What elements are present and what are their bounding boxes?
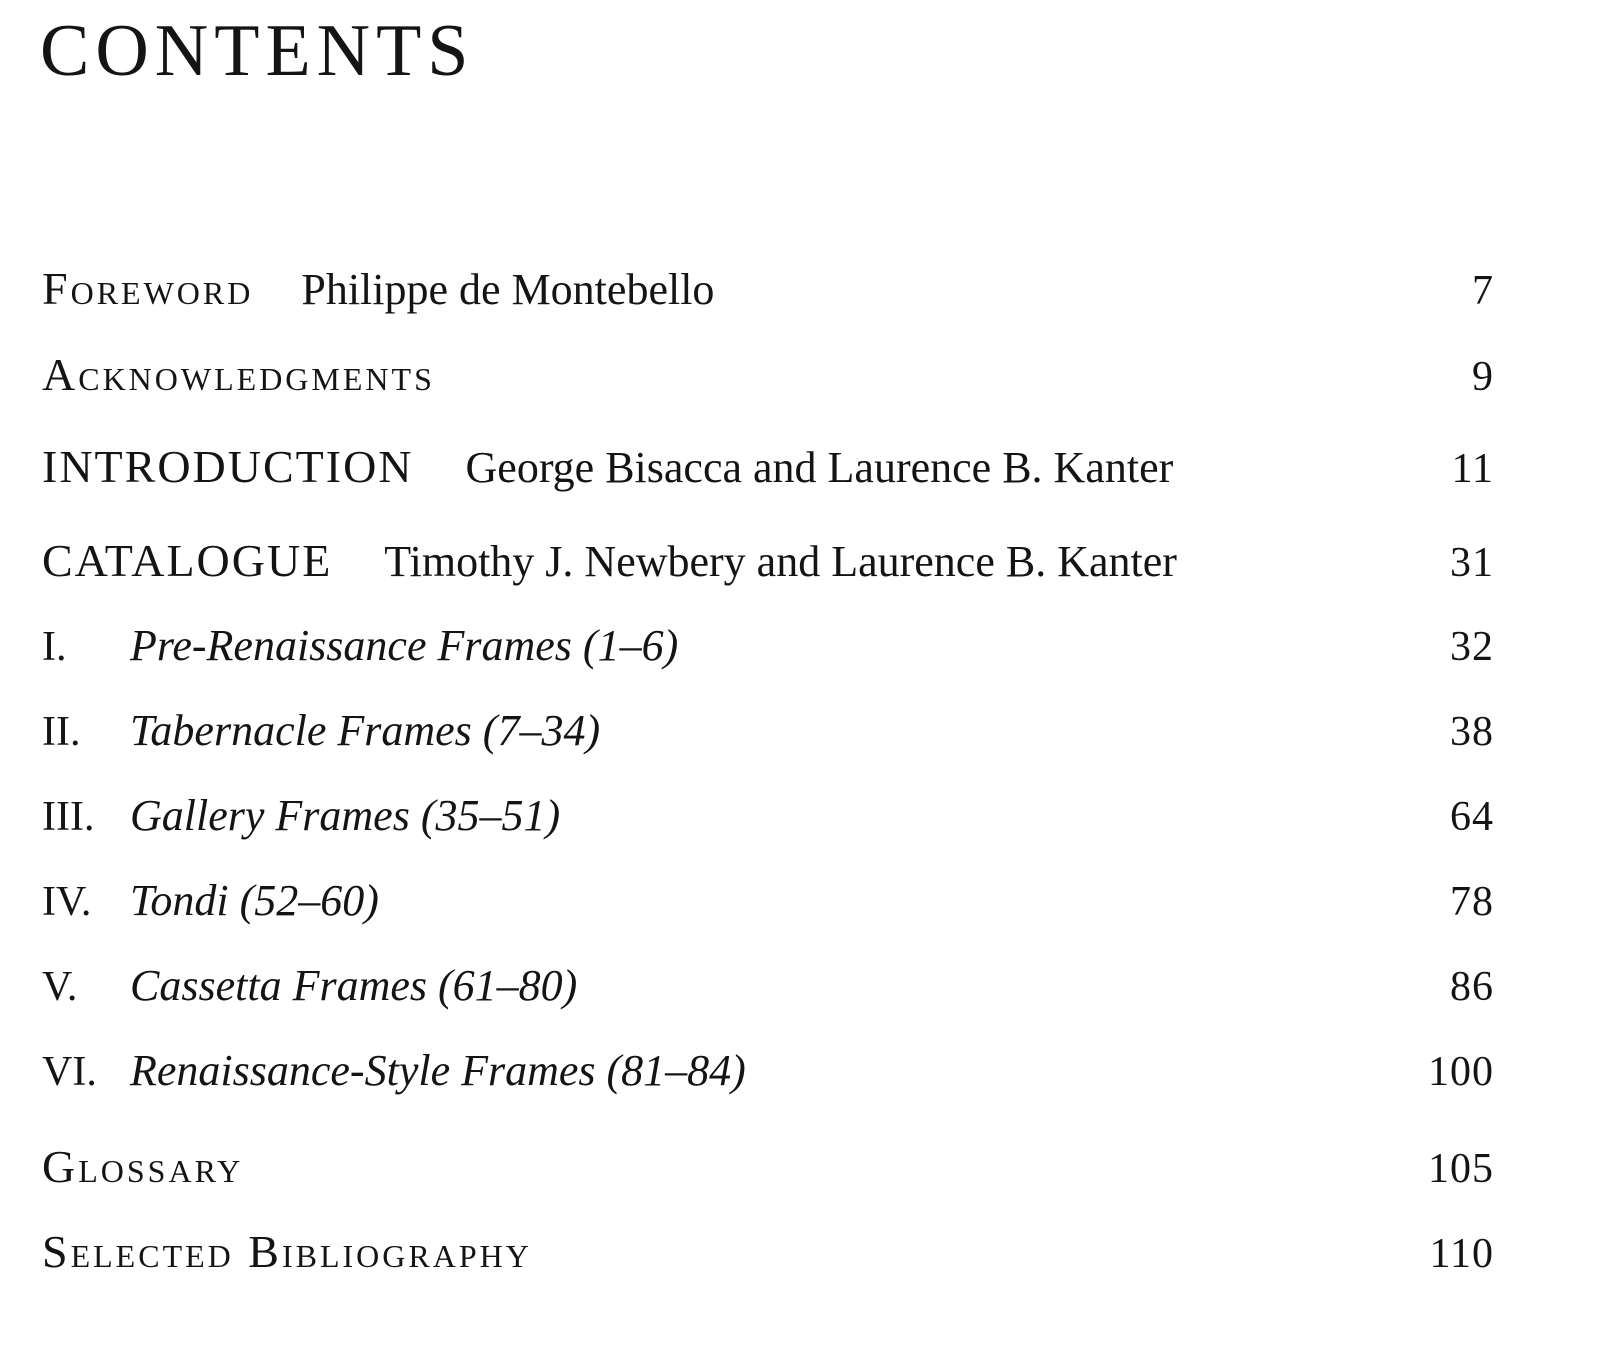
page-number: 110: [1429, 1231, 1494, 1277]
entry-label: Selected Bibliography: [42, 1226, 532, 1277]
entry-author: George Bisacca and Laurence B. Kanter: [465, 443, 1174, 492]
chapter-title: Gallery Frames (35–51): [130, 791, 561, 840]
page-number: 38: [1450, 709, 1494, 755]
chapter-numeral: III.: [42, 794, 95, 840]
toc-chapter[interactable]: [42, 875, 1494, 955]
chapter-numeral: V.: [42, 964, 78, 1010]
page-number: 31: [1450, 540, 1494, 586]
page-number: 9: [1472, 354, 1494, 400]
chapter-numeral: VI.: [42, 1049, 97, 1095]
page-number: 7: [1472, 268, 1494, 314]
chapter-title: Pre-Renaissance Frames (1–6): [130, 621, 679, 670]
toc-entry-introduction[interactable]: [42, 440, 1494, 520]
chapter-title: Renaissance-Style Frames (81–84): [130, 1046, 746, 1095]
toc-entry-glossary[interactable]: [42, 1140, 1494, 1220]
chapter-numeral: II.: [42, 709, 81, 755]
page-number: 64: [1450, 794, 1494, 840]
page-number: 105: [1428, 1146, 1494, 1192]
entry-author: Philippe de Montebello: [301, 265, 715, 314]
chapter-numeral: IV.: [42, 879, 92, 925]
page-title: CONTENTS: [40, 10, 475, 92]
toc-chapter[interactable]: [42, 790, 1494, 870]
toc-entry-catalogue[interactable]: [42, 534, 1494, 614]
chapter-title: Cassetta Frames (61–80): [130, 961, 578, 1010]
chapter-title: Tondi (52–60): [130, 876, 379, 925]
toc-chapter[interactable]: [42, 620, 1494, 700]
chapter-title: Tabernacle Frames (7–34): [130, 706, 601, 755]
page-number: 11: [1451, 446, 1494, 492]
entry-label: Foreword: [42, 263, 254, 314]
entry-label: Glossary: [42, 1141, 244, 1192]
toc-chapter[interactable]: [42, 960, 1494, 1040]
toc-chapter[interactable]: [42, 705, 1494, 785]
toc-chapter[interactable]: [42, 1045, 1494, 1125]
page-number: 86: [1450, 964, 1494, 1010]
toc-entry-acknowledgments[interactable]: [42, 348, 1494, 428]
page-number: 100: [1428, 1049, 1494, 1095]
entry-label: INTRODUCTION: [42, 441, 414, 492]
toc-entry-foreword[interactable]: [42, 262, 1494, 342]
toc-entry-bibliography[interactable]: [42, 1225, 1494, 1305]
entry-author: Timothy J. Newbery and Laurence B. Kanter: [384, 537, 1177, 586]
chapter-numeral: I.: [42, 624, 67, 670]
page-number: 78: [1450, 879, 1494, 925]
page-number: 32: [1450, 624, 1494, 670]
entry-label: CATALOGUE: [42, 535, 333, 586]
entry-label: Acknowledgments: [42, 349, 435, 400]
